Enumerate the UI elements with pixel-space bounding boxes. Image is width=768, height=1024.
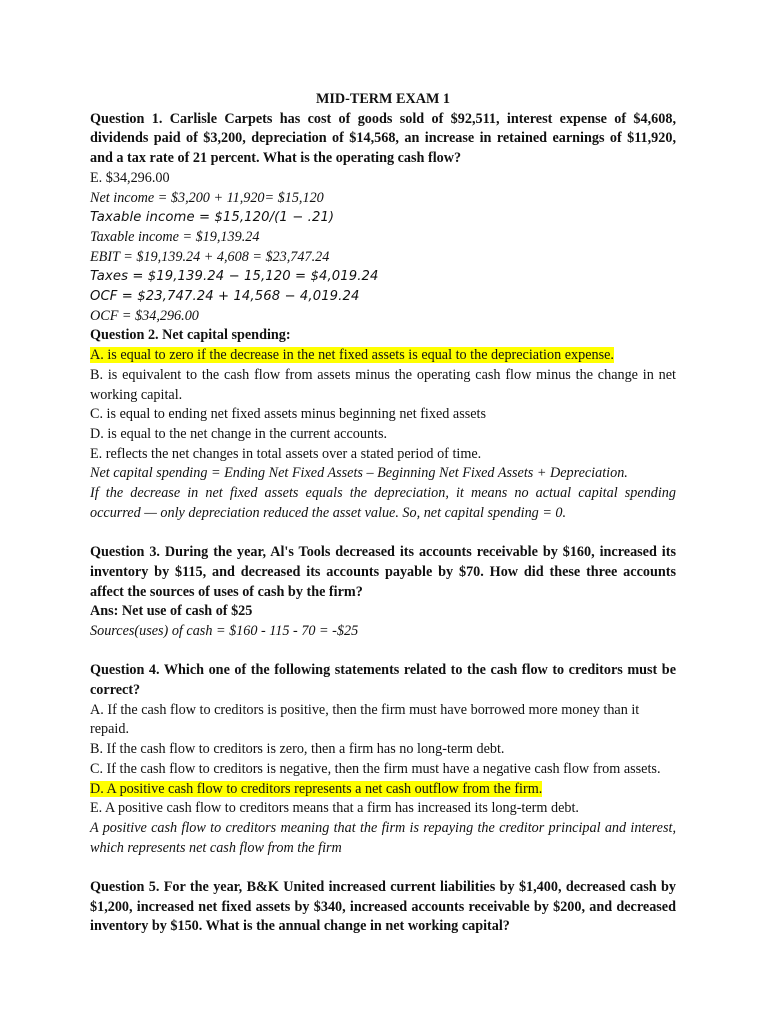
q4-option-b: B. If the cash flow to creditors is zero, then a firm has no long-term debt. <box>90 741 505 758</box>
q2-option-b: B. is equivalent to the cash flow from assets minus the operating cash flow minus the change in net working capital. <box>90 366 676 403</box>
q1-work-line: EBIT = $19,139.24 + 4,608 = $23,747.24 <box>90 248 330 265</box>
q4-option-c: C. If the cash flow to creditors is negative, then the firm must have a negative cash flow from assets. <box>90 760 661 777</box>
q1-answer: E. $34,296.00 <box>90 169 170 186</box>
exam-title: MID-TERM EXAM 1 <box>316 91 450 107</box>
q2-option-a <box>90 346 676 366</box>
q2-explanation-line: Net capital spending = Ending Net Fixed Assets – Beginning Net Fixed Assets + Depreciation. <box>90 465 628 482</box>
question-1: Question 1. Carlisle Carpets has cost of goods sold of $92,511, interest expense of $4,608, dividends paid of $3,200, depreciation of $14,568, an increase in retained earnings of $11,920, and a tax rate of 21 percent. What is the operating cash flow? <box>90 110 676 167</box>
q2-explanation-line: If the decrease in net fixed assets equals the depreciation, it means no actual capital spending occurred — only depreciation reduced the asset value. So, net capital spending = 0. <box>90 485 676 521</box>
q3-answer: Ans: Net use of cash of $25 <box>90 603 253 620</box>
paragraph-gap <box>90 858 676 878</box>
q1-work-line: OCF = $34,296.00 <box>90 307 199 324</box>
q4-option-a: A. If the cash flow to creditors is positive, then the firm must have borrowed more money than it repaid. <box>90 701 640 738</box>
question-2: Question 2. Net capital spending: <box>90 327 291 344</box>
question-5: Question 5. For the year, B&K United increased current liabilities by $1,400, decreased cash by $1,200, increased net fixed assets by $340, increased accounts receivable by $200, and decreased inventory by $150. What is the annual change in net working capital? <box>90 879 676 935</box>
q1-work-line: Taxable income = $15,120/(1 − .21) <box>90 210 335 226</box>
q2-option-e: E. reflects the net changes in total assets over a stated period of time. <box>90 445 482 462</box>
paragraph-gap <box>90 642 676 662</box>
question-4: Question 4. Which one of the following statements related to the cash flow to creditors must be correct? <box>90 662 676 699</box>
document-body <box>90 90 676 937</box>
q4-option-d-highlight: D. A positive cash flow to creditors represents a net cash outflow from the firm. <box>90 780 543 797</box>
q1-work-line: Net income = $3,200 + 11,920= $15,120 <box>90 189 324 206</box>
q1-work-line: Taxes = $19,139.24 − 15,120 = $4,019.24 <box>90 269 379 285</box>
q2-option-a-highlight: A. is equal to zero if the decrease in the net fixed assets is equal to the depreciation expense. <box>90 347 614 364</box>
q2-option-c: C. is equal to ending net fixed assets minus beginning net fixed assets <box>90 406 487 423</box>
q4-option-e: E. A positive cash flow to creditors means that a firm has increased its long-term debt. <box>90 800 579 817</box>
q1-work-line: OCF = $23,747.24 + 14,568 − 4,019.24 <box>90 289 360 305</box>
paragraph-gap <box>90 523 676 543</box>
q3-work: Sources(uses) of cash = $160 - 115 - 70 = -$25 <box>90 622 359 639</box>
q2-option-d: D. is equal to the net change in the current accounts. <box>90 425 388 442</box>
q1-work-line: Taxable income = $19,139.24 <box>90 228 260 245</box>
q4-explanation: A positive cash flow to creditors meaning that the firm is repaying the creditor principal and interest, which represents net cash flow from the firm <box>90 819 676 856</box>
q4-option-d <box>90 780 676 800</box>
question-3: Question 3. During the year, Al's Tools decreased its accounts receivable by $160, increased its inventory by $115, and decreased its accounts payable by $70. How did these three accounts affect the sources of uses of cash by the firm? <box>90 544 676 600</box>
